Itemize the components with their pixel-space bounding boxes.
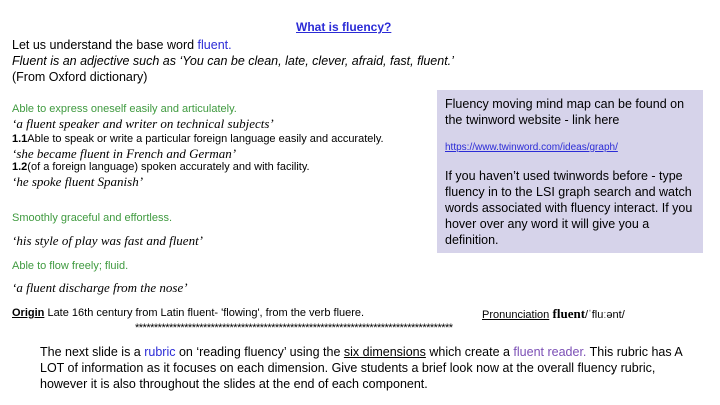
mind-map-info-box [437, 90, 703, 253]
intro-line-1-text: Let us understand the base word [12, 38, 198, 52]
star-divider: ************************************************************************************ [135, 322, 453, 334]
pronunciation-ipa: /ˈfluːənt/ [585, 309, 625, 321]
definition-3: Able to flow freely; fluid. [12, 260, 129, 272]
definition-1-2-text: (of a foreign language) spoken accurately and with facility. [27, 161, 310, 173]
rubric-term: rubric [144, 345, 176, 359]
footer-text-3: which create a [425, 345, 514, 359]
twinword-instructions: If you haven’t used twinwords before - type fluency in to the LSI graph search and watch words associated with fluency interact. If you hover over any word it will give you a definition. [445, 169, 693, 247]
definition-1-1-text: Able to speak or write a particular foreign language easily and accurately. [27, 133, 384, 145]
definition-1-1 [12, 133, 384, 145]
twinword-link[interactable]: https://www.twinword.com/ideas/graph/ [445, 142, 618, 153]
example-2: ‘his style of play was fast and fluent’ [12, 233, 204, 248]
origin-text: Late 16th century from Latin fluent- 'flowing', from the verb fluere. [44, 307, 365, 319]
example-1-1: ‘she became fluent in French and German’ [12, 146, 237, 161]
footer-text-2: on ‘reading fluency’ using the [175, 345, 344, 359]
footer-text-1: The next slide is a [40, 345, 145, 359]
pronunciation-word: fluent [549, 306, 586, 321]
intro-source: (From Oxford dictionary) [12, 70, 148, 84]
definition-2: Smoothly graceful and effortless. [12, 212, 172, 224]
example-1: ‘a fluent speaker and writer on technical subjects’ [12, 116, 274, 131]
definition-1-2-number: 1.2 [12, 161, 28, 173]
definition-1-2 [12, 161, 310, 173]
origin-label: Origin [12, 307, 45, 319]
page-title: What is fluency? [296, 20, 392, 34]
origin [12, 307, 364, 319]
six-dimensions-term: six dimensions [343, 345, 426, 359]
fluent-reader-term: fluent reader. [513, 345, 587, 359]
intro-line-2: Fluent is an adjective such as ‘You can be clean, late, clever, afraid, fast, fluent.’ [12, 54, 454, 68]
definition-1: Able to express oneself easily and articulately. [12, 103, 237, 115]
pronunciation-label: Pronunciation [482, 309, 550, 321]
example-1-2: ‘he spoke fluent Spanish’ [12, 174, 144, 189]
pronunciation [482, 306, 625, 322]
footer-paragraph [40, 344, 700, 392]
intro-base-word: fluent. [197, 38, 232, 52]
footer-text-4: This rubric has A LOT of information as it focuses on each dimension. Give students a brief look now at the overall fluency rubric, however it is also throughout the slides at the end of each component. [40, 345, 683, 391]
intro-line-1 [12, 38, 232, 53]
example-3: ‘a fluent discharge from the nose’ [12, 280, 188, 295]
mind-map-text: Fluency moving mind map can be found on the twinword website - link here [445, 97, 685, 127]
definition-1-1-number: 1.1 [12, 133, 28, 145]
